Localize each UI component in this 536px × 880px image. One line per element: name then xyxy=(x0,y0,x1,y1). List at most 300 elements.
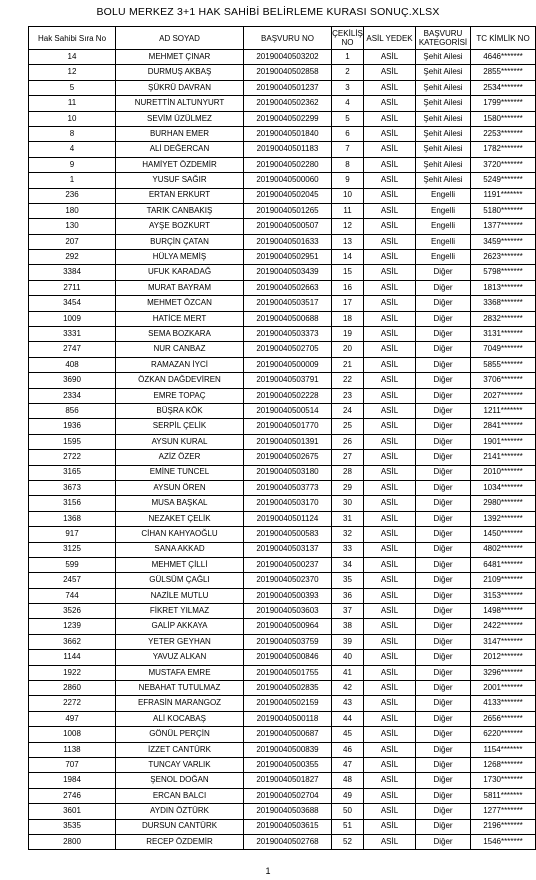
cell-asil-yedek: ASİL xyxy=(364,96,416,111)
cell-basvuru-no: 20190040503170 xyxy=(244,496,332,511)
cell-asil-yedek: ASİL xyxy=(364,819,416,834)
cell-hak-sahibi-sira-no: 1368 xyxy=(29,511,116,526)
cell-tc-kimlik-no: 2656******* xyxy=(471,711,536,726)
cell-cekilis-no: 9 xyxy=(332,173,364,188)
cell-ad-soyad: NURETTİN ALTUNYURT xyxy=(116,96,244,111)
table-row xyxy=(29,142,536,157)
cell-basvuru-kategorisi: Engelli xyxy=(416,250,471,265)
cell-hak-sahibi-sira-no: 2272 xyxy=(29,696,116,711)
cell-cekilis-no: 44 xyxy=(332,711,364,726)
cell-ad-soyad: NEBAHAT TUTULMAZ xyxy=(116,681,244,696)
cell-basvuru-kategorisi: Şehit Ailesi xyxy=(416,50,471,65)
cell-asil-yedek: ASİL xyxy=(364,527,416,542)
cell-basvuru-kategorisi: Diğer xyxy=(416,327,471,342)
cell-basvuru-kategorisi: Diğer xyxy=(416,588,471,603)
cell-ad-soyad: NEZAKET ÇELİK xyxy=(116,511,244,526)
cell-ad-soyad: MEHMET ÇİLLİ xyxy=(116,557,244,572)
cell-tc-kimlik-no: 3368******* xyxy=(471,296,536,311)
cell-tc-kimlik-no: 5249******* xyxy=(471,173,536,188)
cell-basvuru-kategorisi: Şehit Ailesi xyxy=(416,80,471,95)
cell-cekilis-no: 49 xyxy=(332,788,364,803)
cell-ad-soyad: EFRASİN MARANGOZ xyxy=(116,696,244,711)
cell-tc-kimlik-no: 3720******* xyxy=(471,157,536,172)
cell-cekilis-no: 30 xyxy=(332,496,364,511)
cell-hak-sahibi-sira-no: 12 xyxy=(29,65,116,80)
cell-basvuru-no: 20190040500118 xyxy=(244,711,332,726)
cell-basvuru-kategorisi: Şehit Ailesi xyxy=(416,173,471,188)
cell-basvuru-kategorisi: Diğer xyxy=(416,311,471,326)
table-row xyxy=(29,650,536,665)
cell-basvuru-no: 20190040500839 xyxy=(244,742,332,757)
cell-asil-yedek: ASİL xyxy=(364,465,416,480)
table-row xyxy=(29,403,536,418)
table-row xyxy=(29,834,536,849)
cell-ad-soyad: GÖNÜL PERÇİN xyxy=(116,727,244,742)
cell-tc-kimlik-no: 1546******* xyxy=(471,834,536,849)
cell-hak-sahibi-sira-no: 4 xyxy=(29,142,116,157)
cell-hak-sahibi-sira-no: 11 xyxy=(29,96,116,111)
cell-cekilis-no: 11 xyxy=(332,203,364,218)
table-row xyxy=(29,434,536,449)
cell-basvuru-no: 20190040501124 xyxy=(244,511,332,526)
cell-basvuru-kategorisi: Diğer xyxy=(416,711,471,726)
cell-basvuru-kategorisi: Diğer xyxy=(416,650,471,665)
cell-basvuru-no: 20190040503517 xyxy=(244,296,332,311)
cell-basvuru-kategorisi: Diğer xyxy=(416,511,471,526)
cell-ad-soyad: ÖZKAN DAĞDEVİREN xyxy=(116,373,244,388)
cell-hak-sahibi-sira-no: 2860 xyxy=(29,681,116,696)
cell-hak-sahibi-sira-no: 10 xyxy=(29,111,116,126)
cell-asil-yedek: ASİL xyxy=(364,311,416,326)
cell-cekilis-no: 45 xyxy=(332,727,364,742)
cell-asil-yedek: ASİL xyxy=(364,357,416,372)
cell-tc-kimlik-no: 5811******* xyxy=(471,788,536,803)
cell-tc-kimlik-no: 2534******* xyxy=(471,80,536,95)
cell-ad-soyad: MUSA BAŞKAL xyxy=(116,496,244,511)
cell-cekilis-no: 27 xyxy=(332,450,364,465)
cell-basvuru-no: 20190040501391 xyxy=(244,434,332,449)
cell-ad-soyad: YAVUZ ALKAN xyxy=(116,650,244,665)
table-row xyxy=(29,250,536,265)
cell-cekilis-no: 20 xyxy=(332,342,364,357)
cell-basvuru-no: 20190040503137 xyxy=(244,542,332,557)
table-row xyxy=(29,496,536,511)
cell-cekilis-no: 2 xyxy=(332,65,364,80)
cell-asil-yedek: ASİL xyxy=(364,834,416,849)
cell-asil-yedek: ASİL xyxy=(364,604,416,619)
cell-asil-yedek: ASİL xyxy=(364,327,416,342)
cell-cekilis-no: 25 xyxy=(332,419,364,434)
cell-basvuru-kategorisi: Diğer xyxy=(416,342,471,357)
cell-ad-soyad: AYŞE BOZKURT xyxy=(116,219,244,234)
cell-cekilis-no: 16 xyxy=(332,280,364,295)
cell-tc-kimlik-no: 2001******* xyxy=(471,681,536,696)
cell-tc-kimlik-no: 2012******* xyxy=(471,650,536,665)
table-row xyxy=(29,681,536,696)
cell-basvuru-no: 20190040503180 xyxy=(244,465,332,480)
cell-hak-sahibi-sira-no: 917 xyxy=(29,527,116,542)
cell-basvuru-no: 20190040502768 xyxy=(244,834,332,849)
table-body xyxy=(29,50,536,850)
cell-tc-kimlik-no: 1782******* xyxy=(471,142,536,157)
cell-ad-soyad: MUSTAFA EMRE xyxy=(116,665,244,680)
cell-tc-kimlik-no: 1211******* xyxy=(471,403,536,418)
document-title: BOLU MERKEZ 3+1 HAK SAHİBİ BELİRLEME KURASI SONUÇ.XLSX xyxy=(96,6,440,18)
cell-basvuru-kategorisi: Şehit Ailesi xyxy=(416,142,471,157)
cell-ad-soyad: BÜŞRA KÖK xyxy=(116,403,244,418)
cell-hak-sahibi-sira-no: 3156 xyxy=(29,496,116,511)
table-row xyxy=(29,111,536,126)
cell-hak-sahibi-sira-no: 2746 xyxy=(29,788,116,803)
table-row xyxy=(29,80,536,95)
cell-basvuru-kategorisi: Diğer xyxy=(416,773,471,788)
cell-basvuru-no: 20190040503759 xyxy=(244,634,332,649)
cell-hak-sahibi-sira-no: 1 xyxy=(29,173,116,188)
cell-asil-yedek: ASİL xyxy=(364,111,416,126)
cell-hak-sahibi-sira-no: 3125 xyxy=(29,542,116,557)
cell-basvuru-no: 20190040503439 xyxy=(244,265,332,280)
cell-tc-kimlik-no: 3147******* xyxy=(471,634,536,649)
header-basvuru-no: BAŞVURU NO xyxy=(244,27,332,50)
cell-basvuru-kategorisi: Şehit Ailesi xyxy=(416,157,471,172)
cell-basvuru-kategorisi: Diğer xyxy=(416,665,471,680)
cell-basvuru-kategorisi: Diğer xyxy=(416,681,471,696)
cell-ad-soyad: AYSUN ÖREN xyxy=(116,480,244,495)
cell-cekilis-no: 51 xyxy=(332,819,364,834)
cell-tc-kimlik-no: 1034******* xyxy=(471,480,536,495)
cell-ad-soyad: DURMUŞ AKBAŞ xyxy=(116,65,244,80)
cell-ad-soyad: GALİP AKKAYA xyxy=(116,619,244,634)
cell-cekilis-no: 47 xyxy=(332,757,364,772)
cell-asil-yedek: ASİL xyxy=(364,434,416,449)
cell-cekilis-no: 12 xyxy=(332,219,364,234)
cell-basvuru-kategorisi: Diğer xyxy=(416,573,471,588)
cell-cekilis-no: 10 xyxy=(332,188,364,203)
cell-cekilis-no: 41 xyxy=(332,665,364,680)
cell-basvuru-no: 20190040503615 xyxy=(244,819,332,834)
cell-basvuru-no: 20190040502951 xyxy=(244,250,332,265)
cell-asil-yedek: ASİL xyxy=(364,496,416,511)
cell-hak-sahibi-sira-no: 3526 xyxy=(29,604,116,619)
cell-tc-kimlik-no: 3131******* xyxy=(471,327,536,342)
cell-ad-soyad: FİKRET YILMAZ xyxy=(116,604,244,619)
table-row xyxy=(29,542,536,557)
cell-hak-sahibi-sira-no: 3662 xyxy=(29,634,116,649)
cell-asil-yedek: ASİL xyxy=(364,573,416,588)
cell-cekilis-no: 14 xyxy=(332,250,364,265)
cell-hak-sahibi-sira-no: 14 xyxy=(29,50,116,65)
table-row xyxy=(29,342,536,357)
cell-basvuru-kategorisi: Diğer xyxy=(416,742,471,757)
cell-basvuru-kategorisi: Diğer xyxy=(416,542,471,557)
cell-basvuru-no: 20190040503688 xyxy=(244,804,332,819)
header-asil-yedek: ASİL YEDEK xyxy=(364,27,416,50)
cell-basvuru-no: 20190040502228 xyxy=(244,388,332,403)
table-row xyxy=(29,357,536,372)
cell-tc-kimlik-no: 5855******* xyxy=(471,357,536,372)
cell-asil-yedek: ASİL xyxy=(364,80,416,95)
cell-hak-sahibi-sira-no: 3690 xyxy=(29,373,116,388)
cell-ad-soyad: NUR CANBAZ xyxy=(116,342,244,357)
cell-asil-yedek: ASİL xyxy=(364,650,416,665)
cell-ad-soyad: RECEP ÖZDEMİR xyxy=(116,834,244,849)
results-table xyxy=(28,26,536,850)
cell-ad-soyad: DURSUN CANTÜRK xyxy=(116,819,244,834)
cell-ad-soyad: AZİZ ÖZER xyxy=(116,450,244,465)
table-row xyxy=(29,804,536,819)
cell-basvuru-kategorisi: Engelli xyxy=(416,234,471,249)
cell-asil-yedek: ASİL xyxy=(364,373,416,388)
cell-basvuru-no: 20190040501265 xyxy=(244,203,332,218)
cell-cekilis-no: 5 xyxy=(332,111,364,126)
cell-cekilis-no: 22 xyxy=(332,373,364,388)
cell-ad-soyad: TARIK CANBAKIŞ xyxy=(116,203,244,218)
cell-cekilis-no: 21 xyxy=(332,357,364,372)
cell-asil-yedek: ASİL xyxy=(364,50,416,65)
cell-cekilis-no: 50 xyxy=(332,804,364,819)
cell-ad-soyad: BURÇİN ÇATAN xyxy=(116,234,244,249)
table-row xyxy=(29,588,536,603)
cell-basvuru-no: 20190040502858 xyxy=(244,65,332,80)
cell-ad-soyad: HÜLYA MEMİŞ xyxy=(116,250,244,265)
cell-tc-kimlik-no: 1392******* xyxy=(471,511,536,526)
cell-basvuru-kategorisi: Diğer xyxy=(416,757,471,772)
header-hak-sahibi-sira-no: Hak Sahibi Sıra No xyxy=(29,27,116,50)
cell-asil-yedek: ASİL xyxy=(364,542,416,557)
table-row xyxy=(29,450,536,465)
cell-ad-soyad: RAMAZAN İYCİ xyxy=(116,357,244,372)
table-header-row xyxy=(29,27,536,50)
cell-hak-sahibi-sira-no: 1009 xyxy=(29,311,116,326)
cell-asil-yedek: ASİL xyxy=(364,557,416,572)
cell-asil-yedek: ASİL xyxy=(364,173,416,188)
table-row xyxy=(29,819,536,834)
cell-ad-soyad: BURHAN EMER xyxy=(116,126,244,141)
cell-basvuru-kategorisi: Şehit Ailesi xyxy=(416,96,471,111)
table-row xyxy=(29,696,536,711)
table-row xyxy=(29,388,536,403)
table-row xyxy=(29,296,536,311)
cell-tc-kimlik-no: 2010******* xyxy=(471,465,536,480)
cell-tc-kimlik-no: 1901******* xyxy=(471,434,536,449)
cell-tc-kimlik-no: 4646******* xyxy=(471,50,536,65)
cell-tc-kimlik-no: 2109******* xyxy=(471,573,536,588)
cell-asil-yedek: ASİL xyxy=(364,480,416,495)
cell-cekilis-no: 48 xyxy=(332,773,364,788)
cell-tc-kimlik-no: 1799******* xyxy=(471,96,536,111)
cell-cekilis-no: 13 xyxy=(332,234,364,249)
table-row xyxy=(29,173,536,188)
cell-basvuru-kategorisi: Diğer xyxy=(416,604,471,619)
cell-asil-yedek: ASİL xyxy=(364,450,416,465)
table-row xyxy=(29,757,536,772)
cell-tc-kimlik-no: 2980******* xyxy=(471,496,536,511)
cell-basvuru-kategorisi: Diğer xyxy=(416,727,471,742)
table-row xyxy=(29,157,536,172)
cell-basvuru-no: 20190040502280 xyxy=(244,157,332,172)
cell-cekilis-no: 3 xyxy=(332,80,364,95)
cell-basvuru-no: 20190040500355 xyxy=(244,757,332,772)
cell-basvuru-kategorisi: Şehit Ailesi xyxy=(416,65,471,80)
table-row xyxy=(29,480,536,495)
cell-tc-kimlik-no: 7049******* xyxy=(471,342,536,357)
cell-basvuru-no: 20190040500507 xyxy=(244,219,332,234)
cell-ad-soyad: SEMA BOZKARA xyxy=(116,327,244,342)
cell-basvuru-kategorisi: Diğer xyxy=(416,819,471,834)
cell-hak-sahibi-sira-no: 236 xyxy=(29,188,116,203)
cell-ad-soyad: MEHMET ÇINAR xyxy=(116,50,244,65)
cell-basvuru-kategorisi: Diğer xyxy=(416,434,471,449)
cell-basvuru-no: 20190040501770 xyxy=(244,419,332,434)
table-row xyxy=(29,311,536,326)
cell-asil-yedek: ASİL xyxy=(364,296,416,311)
cell-basvuru-no: 20190040501827 xyxy=(244,773,332,788)
table-row xyxy=(29,573,536,588)
cell-basvuru-kategorisi: Engelli xyxy=(416,203,471,218)
cell-ad-soyad: UFUK KARADAĞ xyxy=(116,265,244,280)
table-row xyxy=(29,280,536,295)
cell-tc-kimlik-no: 5180******* xyxy=(471,203,536,218)
table-row xyxy=(29,126,536,141)
cell-asil-yedek: ASİL xyxy=(364,265,416,280)
cell-asil-yedek: ASİL xyxy=(364,142,416,157)
cell-asil-yedek: ASİL xyxy=(364,157,416,172)
cell-basvuru-kategorisi: Diğer xyxy=(416,527,471,542)
cell-asil-yedek: ASİL xyxy=(364,757,416,772)
table-row xyxy=(29,65,536,80)
cell-ad-soyad: SANA AKKAD xyxy=(116,542,244,557)
cell-asil-yedek: ASİL xyxy=(364,619,416,634)
cell-basvuru-kategorisi: Diğer xyxy=(416,634,471,649)
cell-hak-sahibi-sira-no: 3331 xyxy=(29,327,116,342)
cell-cekilis-no: 28 xyxy=(332,465,364,480)
header-basvuru-kategorisi: BAŞVURU KATEGORİSİ xyxy=(416,27,471,50)
cell-basvuru-no: 20190040500687 xyxy=(244,727,332,742)
cell-ad-soyad: EMRE TOPAÇ xyxy=(116,388,244,403)
cell-basvuru-kategorisi: Diğer xyxy=(416,496,471,511)
table-row xyxy=(29,727,536,742)
cell-asil-yedek: ASİL xyxy=(364,234,416,249)
cell-basvuru-no: 20190040500514 xyxy=(244,403,332,418)
cell-basvuru-kategorisi: Diğer xyxy=(416,265,471,280)
cell-basvuru-no: 20190040502835 xyxy=(244,681,332,696)
cell-cekilis-no: 40 xyxy=(332,650,364,665)
cell-ad-soyad: GÜLSÜM ÇAĞLI xyxy=(116,573,244,588)
cell-basvuru-no: 20190040501633 xyxy=(244,234,332,249)
cell-asil-yedek: ASİL xyxy=(364,419,416,434)
cell-hak-sahibi-sira-no: 3673 xyxy=(29,480,116,495)
cell-cekilis-no: 1 xyxy=(332,50,364,65)
cell-cekilis-no: 33 xyxy=(332,542,364,557)
cell-ad-soyad: TUNCAY VARLIK xyxy=(116,757,244,772)
table-row xyxy=(29,527,536,542)
cell-hak-sahibi-sira-no: 5 xyxy=(29,80,116,95)
cell-cekilis-no: 46 xyxy=(332,742,364,757)
cell-ad-soyad: ŞÜKRÜ DAVRAN xyxy=(116,80,244,95)
cell-asil-yedek: ASİL xyxy=(364,388,416,403)
cell-hak-sahibi-sira-no: 1144 xyxy=(29,650,116,665)
cell-tc-kimlik-no: 1580******* xyxy=(471,111,536,126)
cell-ad-soyad: CİHAN KAHYAOĞLU xyxy=(116,527,244,542)
header-ad-soyad: AD SOYAD xyxy=(116,27,244,50)
cell-cekilis-no: 18 xyxy=(332,311,364,326)
cell-basvuru-no: 20190040502045 xyxy=(244,188,332,203)
cell-tc-kimlik-no: 2253******* xyxy=(471,126,536,141)
cell-hak-sahibi-sira-no: 9 xyxy=(29,157,116,172)
table-row xyxy=(29,373,536,388)
cell-asil-yedek: ASİL xyxy=(364,203,416,218)
cell-asil-yedek: ASİL xyxy=(364,742,416,757)
cell-cekilis-no: 31 xyxy=(332,511,364,526)
cell-cekilis-no: 34 xyxy=(332,557,364,572)
cell-tc-kimlik-no: 3706******* xyxy=(471,373,536,388)
cell-asil-yedek: ASİL xyxy=(364,250,416,265)
table-row xyxy=(29,188,536,203)
cell-tc-kimlik-no: 4133******* xyxy=(471,696,536,711)
cell-asil-yedek: ASİL xyxy=(364,773,416,788)
cell-cekilis-no: 36 xyxy=(332,588,364,603)
cell-hak-sahibi-sira-no: 2334 xyxy=(29,388,116,403)
cell-basvuru-no: 20190040503773 xyxy=(244,480,332,495)
cell-tc-kimlik-no: 1277******* xyxy=(471,804,536,819)
cell-hak-sahibi-sira-no: 2457 xyxy=(29,573,116,588)
cell-ad-soyad: AYSUN KURAL xyxy=(116,434,244,449)
cell-basvuru-no: 20190040500583 xyxy=(244,527,332,542)
cell-cekilis-no: 26 xyxy=(332,434,364,449)
cell-basvuru-kategorisi: Diğer xyxy=(416,480,471,495)
cell-tc-kimlik-no: 1498******* xyxy=(471,604,536,619)
cell-basvuru-no: 20190040500964 xyxy=(244,619,332,634)
table-row xyxy=(29,619,536,634)
cell-tc-kimlik-no: 6220******* xyxy=(471,727,536,742)
cell-hak-sahibi-sira-no: 292 xyxy=(29,250,116,265)
cell-cekilis-no: 24 xyxy=(332,403,364,418)
cell-basvuru-no: 20190040502362 xyxy=(244,96,332,111)
header-cekilis-no: ÇEKİLİŞ NO xyxy=(332,27,364,50)
cell-basvuru-kategorisi: Diğer xyxy=(416,388,471,403)
cell-ad-soyad: YETER GEYHAN xyxy=(116,634,244,649)
header-tc-kimlik-no: TC KİMLİK NO xyxy=(471,27,536,50)
cell-ad-soyad: AYDIN ÖZTÜRK xyxy=(116,804,244,819)
cell-hak-sahibi-sira-no: 8 xyxy=(29,126,116,141)
cell-tc-kimlik-no: 2832******* xyxy=(471,311,536,326)
cell-basvuru-kategorisi: Diğer xyxy=(416,557,471,572)
cell-basvuru-kategorisi: Engelli xyxy=(416,188,471,203)
cell-basvuru-no: 20190040502705 xyxy=(244,342,332,357)
cell-ad-soyad: ERCAN BALCI xyxy=(116,788,244,803)
cell-cekilis-no: 15 xyxy=(332,265,364,280)
cell-basvuru-no: 20190040503603 xyxy=(244,604,332,619)
cell-basvuru-kategorisi: Şehit Ailesi xyxy=(416,111,471,126)
cell-basvuru-kategorisi: Diğer xyxy=(416,465,471,480)
cell-asil-yedek: ASİL xyxy=(364,788,416,803)
table-row xyxy=(29,742,536,757)
cell-basvuru-no: 20190040502675 xyxy=(244,450,332,465)
cell-ad-soyad: ALİ DEĞERCAN xyxy=(116,142,244,157)
cell-asil-yedek: ASİL xyxy=(364,126,416,141)
cell-hak-sahibi-sira-no: 1008 xyxy=(29,727,116,742)
cell-hak-sahibi-sira-no: 3384 xyxy=(29,265,116,280)
cell-basvuru-kategorisi: Diğer xyxy=(416,403,471,418)
cell-tc-kimlik-no: 2141******* xyxy=(471,450,536,465)
table-row xyxy=(29,419,536,434)
cell-asil-yedek: ASİL xyxy=(364,665,416,680)
cell-cekilis-no: 23 xyxy=(332,388,364,403)
cell-asil-yedek: ASİL xyxy=(364,280,416,295)
cell-asil-yedek: ASİL xyxy=(364,588,416,603)
cell-ad-soyad: ERTAN ERKURT xyxy=(116,188,244,203)
cell-basvuru-kategorisi: Engelli xyxy=(416,219,471,234)
